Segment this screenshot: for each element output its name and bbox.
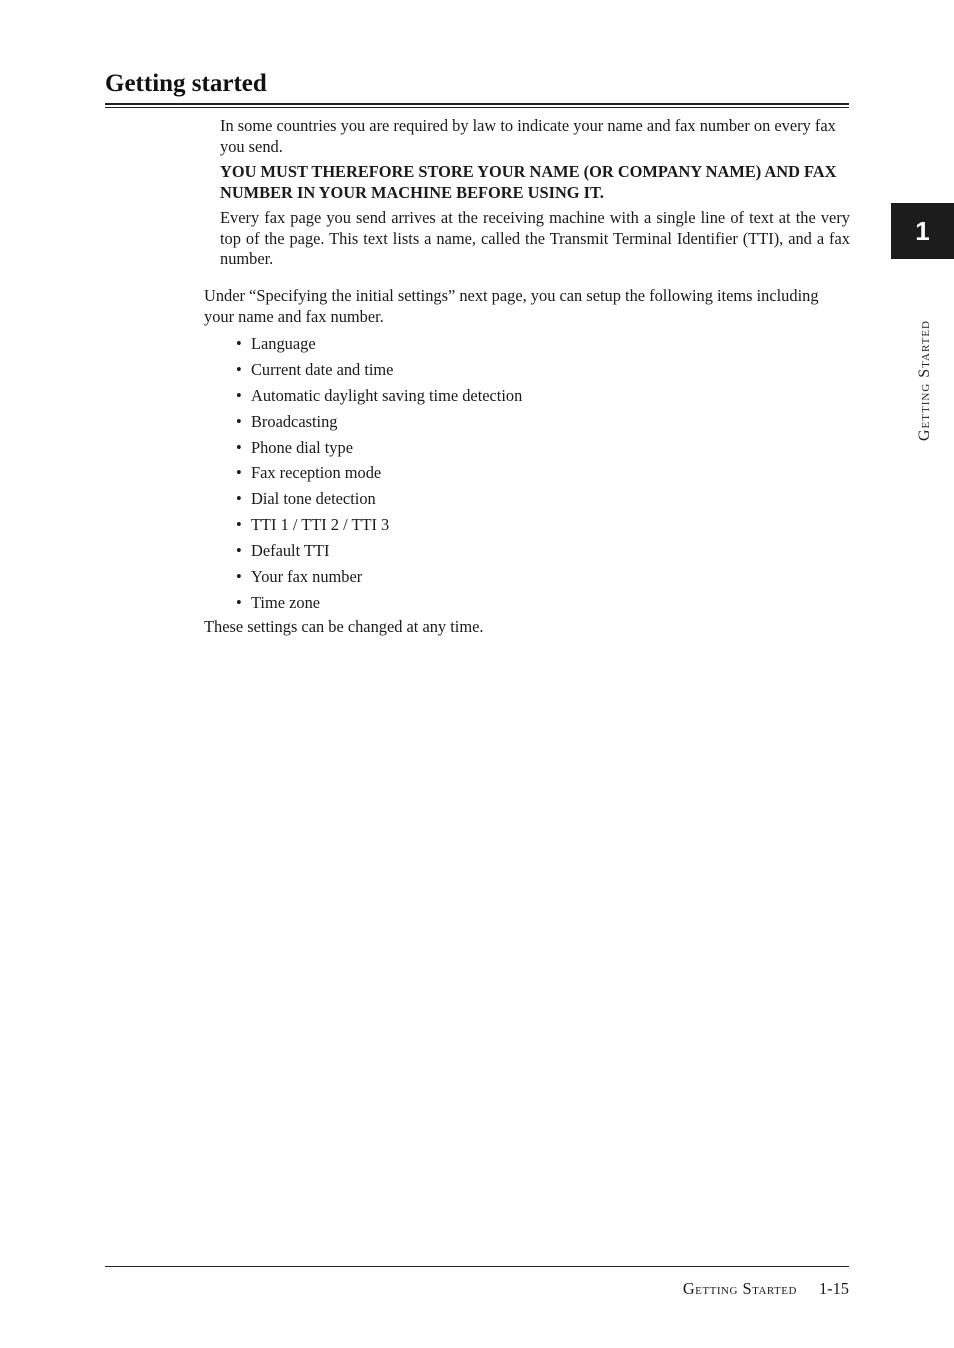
bullet-icon: • [236,359,242,379]
bullet-icon: • [236,463,242,483]
list-item-label: Current date and time [251,359,394,379]
chapter-number: 1 [915,215,930,246]
warning-paragraph: YOU MUST THEREFORE STORE YOUR NAME (OR COMPANY NAME) AND FAX NUMBER IN YOUR MACHINE BEFORE USING IT. [220,162,837,202]
list-item [236,409,522,435]
list-item-label: Default TTI [251,541,330,561]
footer-rule [105,1266,849,1267]
page-footer [683,1279,849,1299]
list-item-label: Phone dial type [251,437,353,457]
list-item-label: Fax reception mode [251,463,382,483]
settings-list [236,331,522,616]
tti-paragraph: Every fax page you send arrives at the receiving machine with a single line of text at the very top of the page. This text lists a name, called the Transmit Terminal Identifier (TTI), and a fax number. [220,208,850,268]
chapter-tab [891,203,954,259]
list-item [236,435,522,461]
list-item [236,564,522,590]
bullet-icon: • [236,489,242,509]
settings-intro: Under “Specifying the initial settings” next page, you can setup the following items including your name and fax number. [204,286,819,326]
list-item [236,357,522,383]
list-item [236,590,522,616]
closing-note: These settings can be changed at any time. [204,617,484,636]
list-item [236,460,522,486]
bullet-icon: • [236,592,242,612]
list-item [236,512,522,538]
list-item [236,538,522,564]
title-rule-thick [105,103,849,105]
chapter-side-label: Getting Started [916,319,933,441]
intro-paragraph: In some countries you are required by law to indicate your name and fax number on every fax you send. [220,116,836,156]
list-item [236,486,522,512]
list-item [236,383,522,409]
bullet-icon: • [236,515,242,535]
bullet-icon: • [236,411,242,431]
list-item-label: TTI 1 / TTI 2 / TTI 3 [251,515,390,535]
list-item-label: Automatic daylight saving time detection [251,385,523,405]
page-title: Getting started [105,70,267,97]
bullet-icon: • [236,385,242,405]
bullet-icon: • [236,437,242,457]
list-item-label: Dial tone detection [251,489,376,509]
list-item-label: Broadcasting [251,411,338,431]
bullet-icon: • [236,567,242,587]
footer-section-title: Getting Started [682,1279,797,1298]
intro-section [220,116,850,275]
page-number: 1-15 [818,1279,849,1298]
list-item-label: Your fax number [251,567,363,587]
list-item-label: Language [251,334,316,353]
list-item [236,331,522,357]
title-rule-thin [105,107,849,108]
bullet-icon: • [236,541,242,561]
list-item-label: Time zone [251,592,321,612]
bullet-icon: • [236,334,242,353]
